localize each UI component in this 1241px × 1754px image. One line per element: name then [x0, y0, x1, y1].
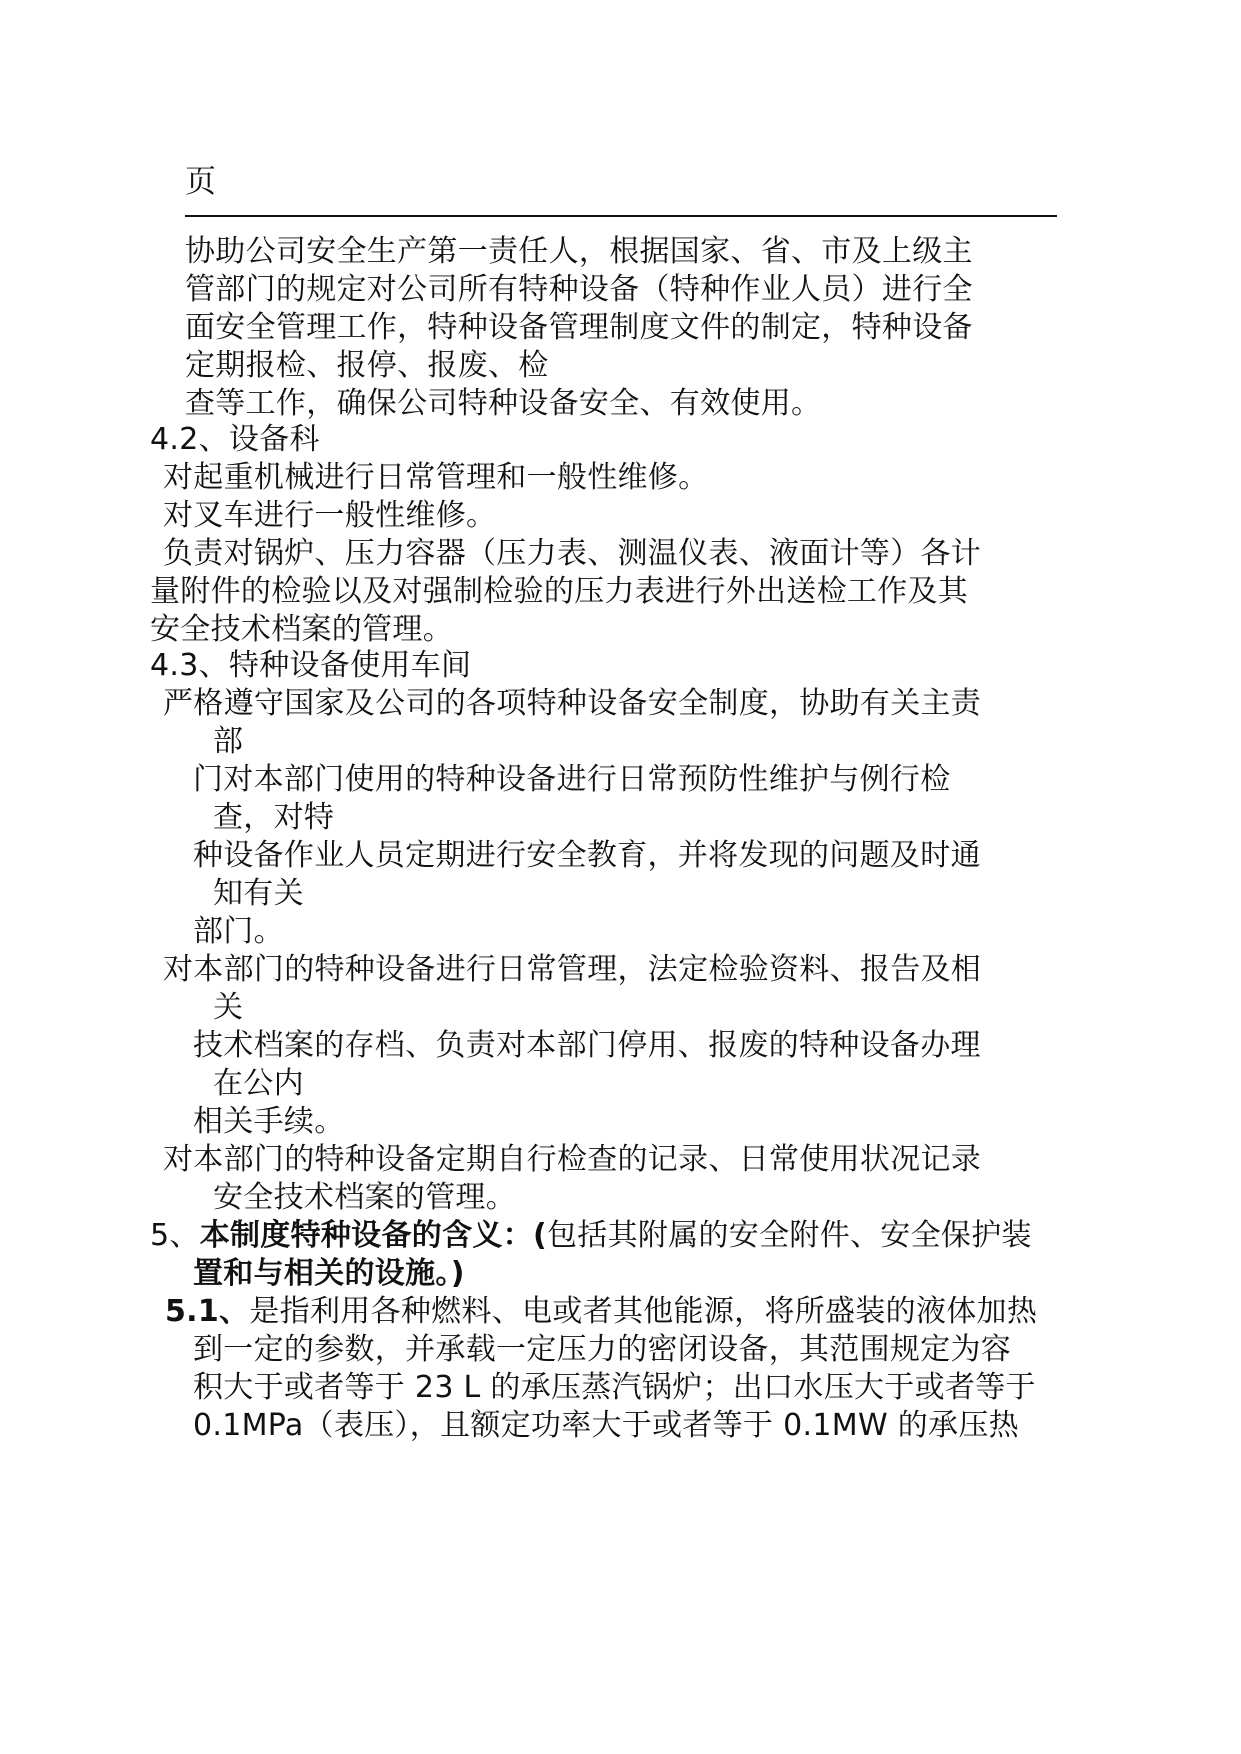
section-4-3-line: 种设备作业人员定期进行安全教育，并将发现的问题及时通: [193, 838, 981, 873]
section-4-1-line: 定期报检、报停、报废、检: [185, 348, 549, 383]
section-5-line: 置和与相关的设施。): [193, 1256, 465, 1291]
section-4-3-line: 关: [213, 990, 244, 1025]
section-5-bold-label: 本制度特种设备的含义：(: [199, 1218, 547, 1253]
section-4-3-line: 部: [213, 724, 244, 759]
section-4-3-line: 在公内: [213, 1066, 304, 1101]
section-4-3-line: 部门。: [193, 914, 284, 949]
header-divider: [185, 215, 1057, 217]
section-4-2-item: 安全技术档案的管理。: [150, 612, 453, 647]
section-4-3-line: 相关手续。: [193, 1104, 345, 1139]
section-4-2-item: 对叉车进行一般性维修。: [163, 498, 497, 533]
section-4-3-line: 知有关: [213, 876, 304, 911]
section-5-text: 包括其附属的安全附件、安全保护装: [547, 1218, 1032, 1253]
section-5-1-line: 到一定的参数，并承载一定压力的密闭设备，其范围规定为容: [193, 1332, 1012, 1367]
section-5-1-line: 0.1MPa（表压），且额定功率大于或者等于 0.1MW 的承压热: [193, 1408, 1019, 1443]
section-4-2-item: 负责对锅炉、压力容器（压力表、测温仪表、液面计等）各计: [163, 536, 982, 571]
section-4-3-line: 对本部门的特种设备定期自行检查的记录、日常使用状况记录: [163, 1142, 982, 1177]
section-4-3-line: 对本部门的特种设备进行日常管理，法定检验资料、报告及相: [163, 952, 982, 987]
section-4-1-line: 面安全管理工作，特种设备管理制度文件的制定，特种设备: [185, 310, 973, 345]
section-4-2-item: 量附件的检验以及对强制检验的压力表进行外出送检工作及其: [150, 574, 969, 609]
section-5-1-line: [165, 1292, 1037, 1332]
section-4-3-line: 严格遵守国家及公司的各项特种设备安全制度，协助有关主责: [163, 686, 982, 721]
section-4-3-line: 门对本部门使用的特种设备进行日常预防性维护与例行检: [193, 762, 951, 797]
section-4-1-line: 管部门的规定对公司所有特种设备（特种作业人员）进行全: [185, 272, 973, 307]
section-4-1-line: 协助公司安全生产第一责任人，根据国家、省、市及上级主: [185, 234, 973, 269]
section-4-1-line: 查等工作，确保公司特种设备安全、有效使用。: [185, 386, 822, 421]
section-4-3-line: 安全技术档案的管理。: [213, 1180, 516, 1215]
section-4-3-line: 技术档案的存档、负责对本部门停用、报废的特种设备办理: [193, 1028, 981, 1063]
section-4-3-heading: 4.3、特种设备使用车间: [150, 648, 472, 683]
section-5-1-number: 5.1、: [165, 1294, 250, 1329]
page-header-label: 页: [185, 164, 216, 200]
section-5-1-line: 积大于或者等于 23 L 的承压蒸汽锅炉；出口水压大于或者等于: [193, 1370, 1036, 1405]
section-5-line: [150, 1216, 1032, 1256]
section-5-1-text: 是指利用各种燃料、电或者其他能源，将所盛装的液体加热: [249, 1294, 1038, 1329]
section-5-number: 5、: [150, 1218, 200, 1253]
section-4-3-line: 查，对特: [213, 800, 335, 835]
section-4-2-item: 对起重机械进行日常管理和一般性维修。: [163, 460, 709, 495]
section-4-2-heading: 4.2、设备科: [150, 422, 320, 457]
